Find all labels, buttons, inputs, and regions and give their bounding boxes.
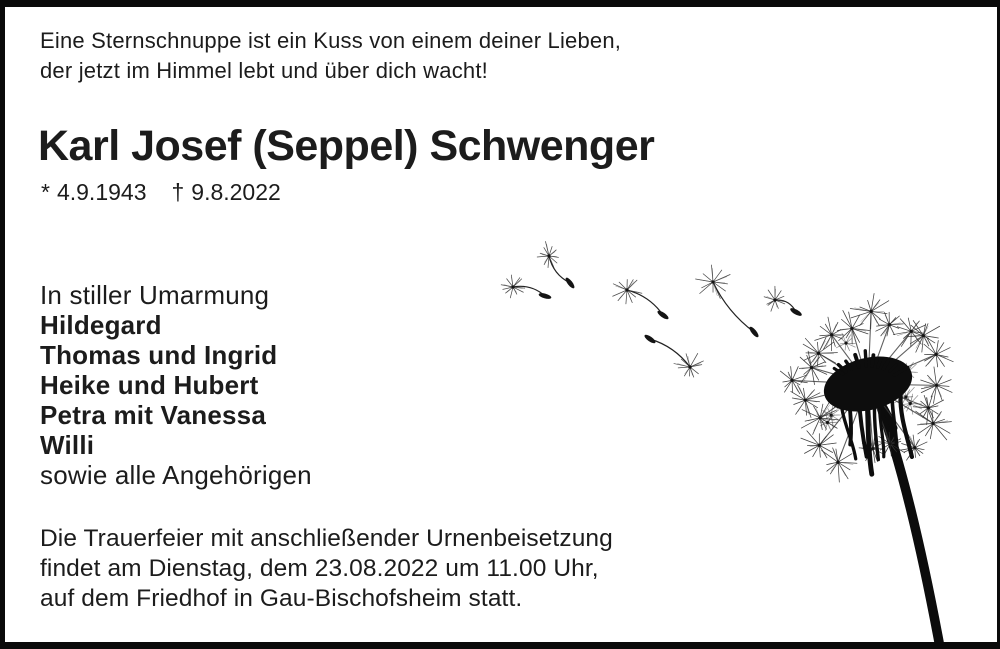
mourner-name: Petra mit Vanessa <box>40 400 266 430</box>
memorial-quote-line1: Eine Sternschnuppe ist ein Kuss von einem deiner Lieben, <box>40 28 622 53</box>
mourner-name: Heike und Hubert <box>40 370 259 400</box>
mourner-name: Hildegard <box>40 310 162 340</box>
dandelion-svg <box>480 226 1000 642</box>
mourners-outro: sowie alle Angehörigen <box>40 460 312 490</box>
death-date-value: 9.8.2022 <box>191 179 281 205</box>
dandelion-illustration <box>480 226 1000 642</box>
mourners-intro: In stiller Umarmung <box>40 280 270 310</box>
death-symbol: † <box>171 179 185 205</box>
birth-date-value: 4.9.1943 <box>56 179 147 205</box>
birth-date <box>41 180 146 204</box>
birth-symbol: * <box>41 179 50 205</box>
death-date <box>171 180 280 204</box>
funeral-line2: findet am Dienstag, dem 23.08.2022 um 11.00 Uhr, <box>40 555 599 582</box>
deceased-name: Karl Josef (Seppel) Schwenger <box>38 122 655 170</box>
memorial-quote-line2: der jetzt im Himmel lebt und über dich wacht! <box>40 57 488 83</box>
funeral-line3: auf dem Friedhof in Gau-Bischofsheim statt. <box>40 585 523 612</box>
mourner-name: Thomas und Ingrid <box>40 340 278 370</box>
memorial-quote <box>40 26 621 85</box>
mourner-name: Willi <box>40 430 95 460</box>
mourners-list <box>40 280 312 490</box>
funeral-line1: Die Trauerfeier mit anschließender Urnenbeisetzung <box>40 525 613 552</box>
life-dates <box>41 180 281 204</box>
